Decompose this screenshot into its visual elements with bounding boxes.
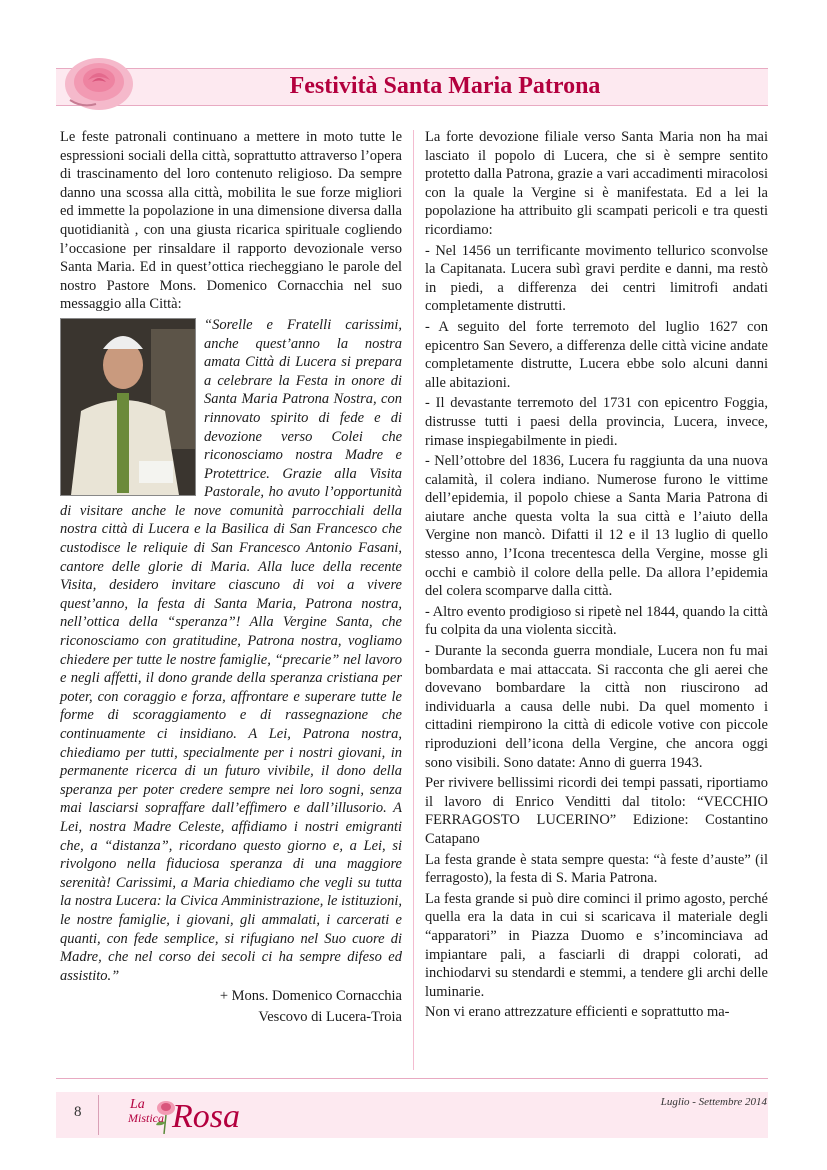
paragraph: La festa grande si può dire cominci il primo agosto, perché quella era la data in cui si scaricava il materiale degli “apparatori” in Piazza Duomo e s’incominciava ad impiantare pali, a fasciarli di drappi colorati, ad inchiodarvi su stendardi e stemmi, a tendere gli archi delle luminarie. (425, 890, 768, 1000)
signature-title: Vescovo di Lucera-Troia (258, 1008, 402, 1025)
left-column (60, 128, 402, 1029)
paragraph: La forte devozione filiale verso Santa Maria non ha mai lasciato il popolo di Lucera, che si è sempre sentito protetto dalla Patrona, grazie a vari accadimenti miracolosi con la quale la Vergine si è manifestata. Ed a lei la popolazione ha attribuito gli scampati pericoli e tra questi ricordiamo: (425, 129, 768, 238)
rose-icon (58, 48, 140, 114)
bishop-quote: “Sorelle e Fratelli carissimi, anche quest’anno la nostra amata Città di Lucera si prepara a celebrare la Festa in onore di Santa Maria Patrona Nostra, con rinnovato spirito di fede e di devozione verso Colei che riconosciamo nostra Madre e Protettrice. Grazie alla Visita Pastorale, ho avuto l’opportunità di visitare anche le nove comunità parrocchiali della nostra città di Lucera e la Basilica di San Francesco che custodisce le reliquie di San Francesco Antonio Fasani, cantore delle glorie di Maria. Alla luce della recente Visita, desidero invitare ciascuno di voi a vivere quest’anno, la festa di Santa Maria, Patrona nostra, nell’ottica della “speranza”! Alla Vergine Santa, che riconosciamo con gratitudine, Patrona nostra, vogliamo chiedere per tutte le nostre famiglie, “precarie” nel lavoro e negli affetti, il dono grande della speranza cristiana per poter, con coraggio e forza, affrontare e superare tutte le forme di scoraggiamento e di rassegnazione che continuamente ci insidiano. A Lei, Patrona nostra, chiediamo per tutti, specialmente per i nostri giovani, in permanente ricerca di un futuro vivibile, il dono della speranza per poter credere sempre nei loro sogni, senza mai lasciarsi sopraffare dall’effimero e dall’illusorio. A Lei, nostra Madre Celeste, affidiamo i nostri emigranti che, a “distanza”, ricordano questo giorno e, a Lei, si rivolgono nella fiduciosa speranza di una maggiore serenità! Carissimi, a Maria chiediamo che vegli su tutta la nostra Lucera: la Civica Amministrazione, le istituzioni, le nostre famiglie, i giovani, gli ammalati, i carcerati e quanti, con fede semplice, si rifugiano nel Suo cuore di Madre, che nel corso dei secoli ci ha sempre difeso ed assistito.” (60, 316, 402, 984)
paragraph: - Nell’ottobre del 1836, Lucera fu raggiunta da una nuova calamità, il colera indiano. Numerose furono le vittime dell’epidemia, il popolo chiese a Santa Maria Patrona di aiutare anche questa volta la sua città e l’aiuto della Vergine non mancò. Difatti il 12 e il 13 luglio di quello stesso anno, l’Icona trecentesca della Vergine, mosse gli occhi e cambiò il colore della pelle. Da allora l’epidemia del colera scomparve dalla città. (425, 453, 768, 600)
logo-rosa: Rosa (172, 1098, 240, 1135)
logo-mistica: Mistica (128, 1111, 164, 1125)
logo-la: La (130, 1097, 145, 1112)
paragraph: Per rivivere bellissimi ricordi dei tempi passati, riportiamo il lavoro di Enrico Venditti dal titolo: “VECCHIO FERRAGOSTO LUCERINO” Edizione: Costantino Catapano (425, 775, 768, 847)
paragraph: - A seguito del forte terremoto del luglio 1627 con epicentro San Severo, a differenza delle città vicine andate completamente distrutte, Lucera ebbe solo alcuni danni alle abitazioni. (425, 318, 768, 391)
paragraph: - Il devastante terremoto del 1731 con epicentro Foggia, distrusse tutti i paesi della provincia, Lucera, invece, rimase inspiegabilmente in piedi. (425, 395, 768, 449)
page-title: Festività Santa Maria Patrona (289, 73, 601, 99)
page-number: 8 (74, 1104, 82, 1120)
issue-date: Luglio - Settembre 2014 (660, 1096, 767, 1108)
paragraph: - Durante la seconda guerra mondiale, Lucera non fu mai bombardata e mai attaccata. Si racconta che gli aerei che dovevano bombardare la città non riuscirono ad individuarla a causa delle nubi. Da quel momento i cittadini riempirono la città di edicole votive con piccole riproduzioni dell’icona della Vergine, che ancora oggi sono visibili. Sono datate: Anno di guerra 1943. (425, 643, 768, 771)
signature-name: + Mons. Domenico Cornacchia (219, 988, 402, 1005)
intro-paragraph: Le feste patronali continuano a mettere in moto tutte le espressioni sociali della città, soprattutto attraverso l’opera di trascinamento del loro contenuto religioso. Da sempre danno una scossa alla città, mobilita le sue forze migliori ed immette la popolazione in una dimensione diversa dalla quotidianità , con una giusta ricarica spirituale cogliendo l’occasione per rinsaldare il rapporto devozionale verso Santa Maria. Ed in quest’ottica riecheggiano le parole del nostro Pastore Mons. Domenico Cornacchia nel suo messaggio alla Città: (60, 129, 402, 313)
paragraph: La festa grande è stata sempre questa: “à feste d’auste” (il ferragosto), la festa di S. Maria Patrona. (425, 851, 768, 887)
right-column (425, 128, 768, 1024)
paragraph: - Altro evento prodigioso si ripetè nel 1844, quando la città fu colpita da una violenta siccità. (425, 603, 768, 639)
paragraph: Non vi erano attrezzature efficienti e soprattutto ma- (425, 1004, 730, 1021)
paragraph: - Nel 1456 un terrificante movimento tellurico sconvolse la Capitanata. Lucera subì gravi perdite e danni, ma restò in piedi, a differenza dei centri limitrofi andati completamente distrutti. (425, 242, 768, 315)
footer-divider (56, 1078, 768, 1079)
footer-separator (98, 1095, 99, 1135)
bishop-photo (60, 318, 196, 496)
column-divider (413, 130, 414, 1070)
